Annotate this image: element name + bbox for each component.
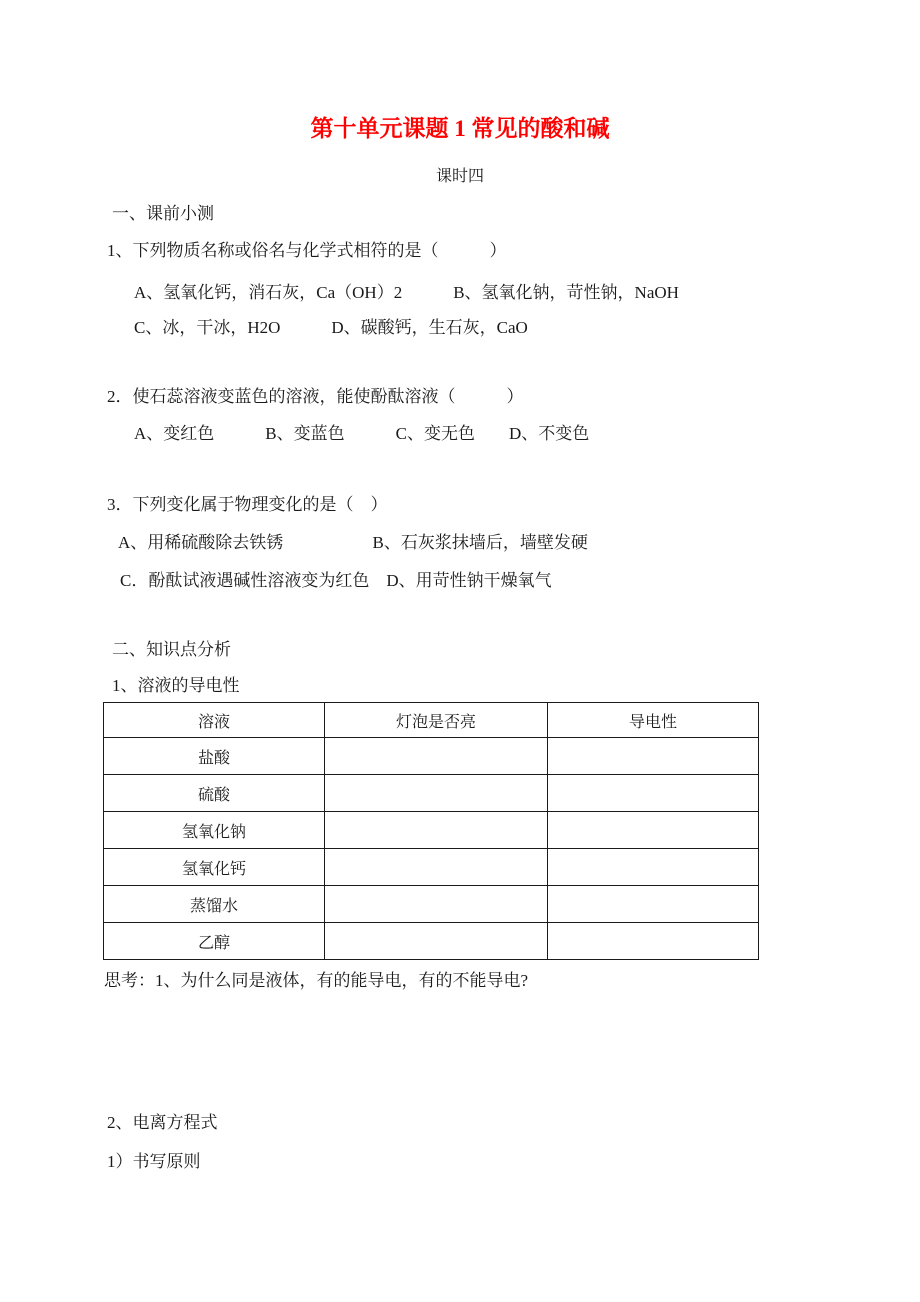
table-cell-conductivity-empty xyxy=(548,886,759,923)
table-cell-solution: 蒸馏水 xyxy=(104,886,325,923)
table-header-solution: 溶液 xyxy=(104,703,325,738)
table-cell-conductivity-empty xyxy=(548,812,759,849)
question-1-options-ab: A、氢氧化钙，消石灰，Ca（OH）2 B、氢氧化钠，苛性钠，NaOH xyxy=(134,283,679,302)
table-cell-lamp-empty xyxy=(325,849,548,886)
table-row xyxy=(104,812,759,849)
table-row xyxy=(104,886,759,923)
question-2-options: A、变红色 B、变蓝色 C、变无色 D、不变色 xyxy=(134,424,590,443)
table-row xyxy=(104,923,759,960)
table-cell-conductivity-empty xyxy=(548,849,759,886)
table-cell-lamp-empty xyxy=(325,812,548,849)
table-cell-solution: 氢氧化钠 xyxy=(104,812,325,849)
table-cell-solution: 盐酸 xyxy=(104,738,325,775)
table-header-lamp: 灯泡是否亮 xyxy=(325,703,548,738)
conductivity-table xyxy=(103,702,759,960)
think-question: 思考：1、为什么同是液体，有的能导电，有的不能导电? xyxy=(104,971,529,990)
subheading-ionization: 2、电离方程式 xyxy=(107,1113,218,1132)
subheading-conductivity: 1、溶液的导电性 xyxy=(112,676,240,695)
table-cell-solution: 氢氧化钙 xyxy=(104,849,325,886)
table-row xyxy=(104,849,759,886)
table-cell-solution: 乙醇 xyxy=(104,923,325,960)
table-header-row xyxy=(104,703,759,738)
table-row xyxy=(104,738,759,775)
section-heading-pretest: 一、课前小测 xyxy=(112,204,214,223)
question-1-options-cd: C、冰，干冰，H2O D、碳酸钙，生石灰，CaO xyxy=(134,318,528,337)
table-header-conductivity: 导电性 xyxy=(548,703,759,738)
table-cell-lamp-empty xyxy=(325,738,548,775)
page-title: 第十单元课题 1 常见的酸和碱 xyxy=(310,116,610,141)
table-cell-lamp-empty xyxy=(325,886,548,923)
question-1-text: 1、下列物质名称或俗名与化学式相符的是（ ） xyxy=(107,241,507,260)
question-3-text: 3．下列变化属于物理变化的是（ ） xyxy=(107,495,388,514)
question-3-options-cd: C．酚酞试液遇碱性溶液变为红色 D、用苛性钠干燥氧气 xyxy=(120,571,552,590)
question-3-options-ab: A、用稀硫酸除去铁锈 B、石灰浆抹墙后，墙壁发硬 xyxy=(118,533,588,552)
table-cell-lamp-empty xyxy=(325,923,548,960)
question-2-text: 2．使石蕊溶液变蓝色的溶液，能使酚酞溶液（ ） xyxy=(107,387,524,406)
table-row xyxy=(104,775,759,812)
table-cell-conductivity-empty xyxy=(548,923,759,960)
table-cell-lamp-empty xyxy=(325,775,548,812)
table-cell-conductivity-empty xyxy=(548,775,759,812)
page-subtitle: 课时四 xyxy=(435,168,484,185)
table-cell-conductivity-empty xyxy=(548,738,759,775)
section-heading-analysis: 二、知识点分析 xyxy=(112,640,231,659)
table-cell-solution: 硫酸 xyxy=(104,775,325,812)
subheading-writing-principle: 1）书写原则 xyxy=(107,1152,201,1171)
